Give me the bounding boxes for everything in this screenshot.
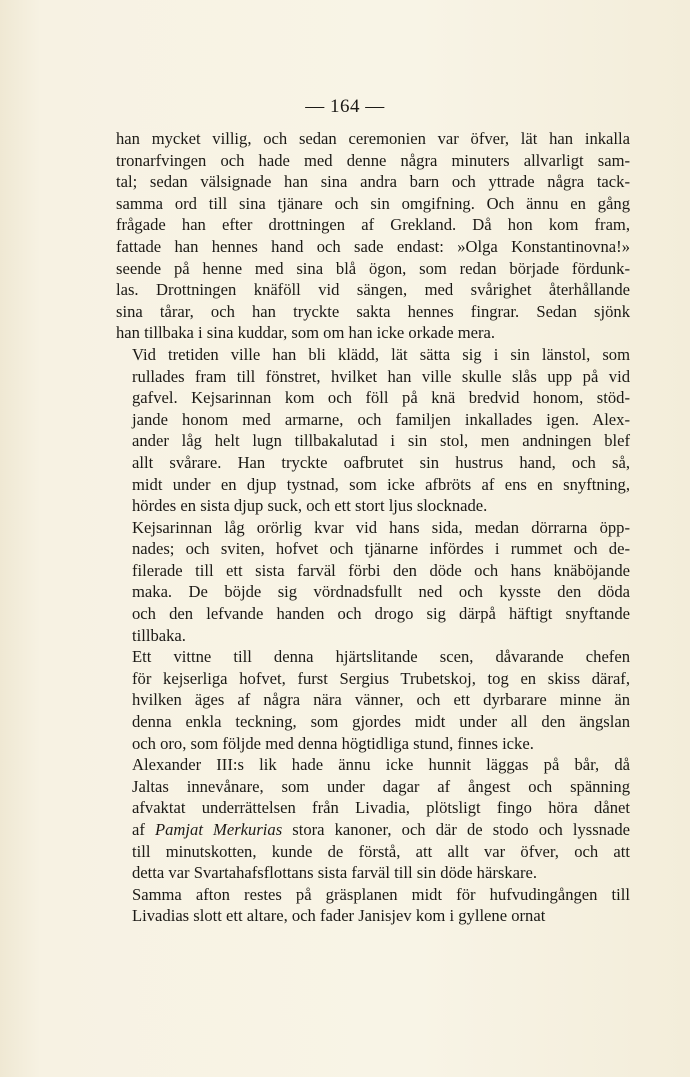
text-line: tillbaka. [132, 625, 186, 645]
text-line: för kejserliga hofvet, furst Sergius Trubetskoj, tog en skiss däraf, [132, 668, 630, 688]
text-line: samma ord till sina tjänare och sin omgifning. Och ännu en gång [116, 193, 630, 213]
text-line: till minutskotten, kunde de förstå, att allt var öfver, och att [132, 841, 630, 861]
paragraph [116, 754, 630, 884]
text-line: sina tårar, och han tryckte sakta hennes fingrar. Sedan sjönk [116, 301, 630, 321]
text-line: allt svårare. Han tryckte oafbrutet sin hustrus hand, och så, [132, 452, 630, 472]
text-line: hördes en sista djup suck, och ett stort ljus slocknade. [132, 496, 488, 516]
text-line: denna enkla teckning, som gjordes midt under all den ängslan [132, 712, 630, 732]
text-line: midt under en djup tystnad, som icke afbröts af ens en snyftning, [132, 474, 630, 494]
text-line: gafvel. Kejsarinnan kom och föll på knä bredvid honom, stöd- [132, 388, 630, 408]
paragraph [116, 884, 630, 927]
paragraph [116, 517, 630, 647]
text-line: filerade till ett sista farväl förbi den döde och hans knäböjande [132, 560, 630, 580]
paragraph [116, 344, 630, 517]
text-line: detta var Svartahafsflottans sista farväl till sin döde härskare. [132, 863, 538, 883]
body-text [116, 128, 630, 927]
text-line: rullades fram till fönstret, hvilket han ville skulle slås upp på vid [132, 366, 630, 386]
text-line: frågade han efter drottningen af Grekland. Då hon kom fram, [116, 215, 630, 235]
text-line: Vid tretiden ville han bli klädd, lät sätta sig i sin länstol, som [132, 344, 630, 364]
text-line: seende på henne med sina blå ögon, som redan började fördunk- [116, 258, 630, 278]
text-line: han tillbaka i sina kuddar, som om han icke orkade mera. [116, 323, 496, 343]
text-line: Samma afton restes på gräsplanen midt för hufvudingången till [132, 884, 630, 904]
text-line: afvaktat underrättelsen från Livadia, plötsligt fingo höra dånet [132, 798, 630, 818]
paragraph [116, 646, 630, 754]
paragraph [116, 128, 630, 344]
text-line: hvilken äges af några nära vänner, och ett dyrbarare minne än [132, 690, 630, 710]
text-line: las. Drottningen knäföll vid sängen, med svårighet återhållande [116, 280, 630, 300]
text-line: ander låg helt lugn tillbakalutad i sin stol, men andningen blef [132, 431, 630, 451]
text-line: jande honom med armarne, och familjen inkallades igen. Alex- [132, 409, 630, 429]
text-line: Alexander III:s lik hade ännu icke hunnit läggas på bår, då [132, 755, 630, 775]
text-line: han mycket villig, och sedan ceremonien var öfver, lät han inkalla [116, 129, 630, 148]
text-line: Kejsarinnan låg orörlig kvar vid hans sida, medan dörrarna öpp- [132, 517, 630, 537]
text-line: tronarfvingen och hade med denne några minuters allvarligt sam- [116, 150, 630, 170]
page-number: — 164 — [305, 96, 385, 117]
text-line: Jaltas innevånare, som under dagar af ångest och spänning [132, 776, 630, 796]
text-line: tal; sedan välsignade han sina andra barn och yttrade några tack- [116, 172, 630, 192]
text-line: nades; och sviten, hofvet och tjänarne infördes i rummet och de- [132, 539, 630, 559]
text-line: Ett vittne till denna hjärtslitande scen, dåvarande chefen [132, 647, 630, 667]
text-line: Livadias slott ett altare, och fader Janisjev kom i gyllene ornat [132, 906, 546, 926]
text-line: fattade han hennes hand och sade endast: »Olga Konstantinovna!» [116, 236, 630, 256]
text-line: maka. De böjde sig vördnadsfullt ned och kysste den döda [132, 582, 630, 602]
text-line: och oro, som följde med denna högtidliga stund, finnes icke. [132, 733, 534, 753]
text-line: af Pamjat Merkurias stora kanoner, och där de stodo och lyssnade [132, 820, 631, 839]
text-line: och den lefvande handen och drogo sig därpå häftigt snyftande [132, 604, 630, 624]
